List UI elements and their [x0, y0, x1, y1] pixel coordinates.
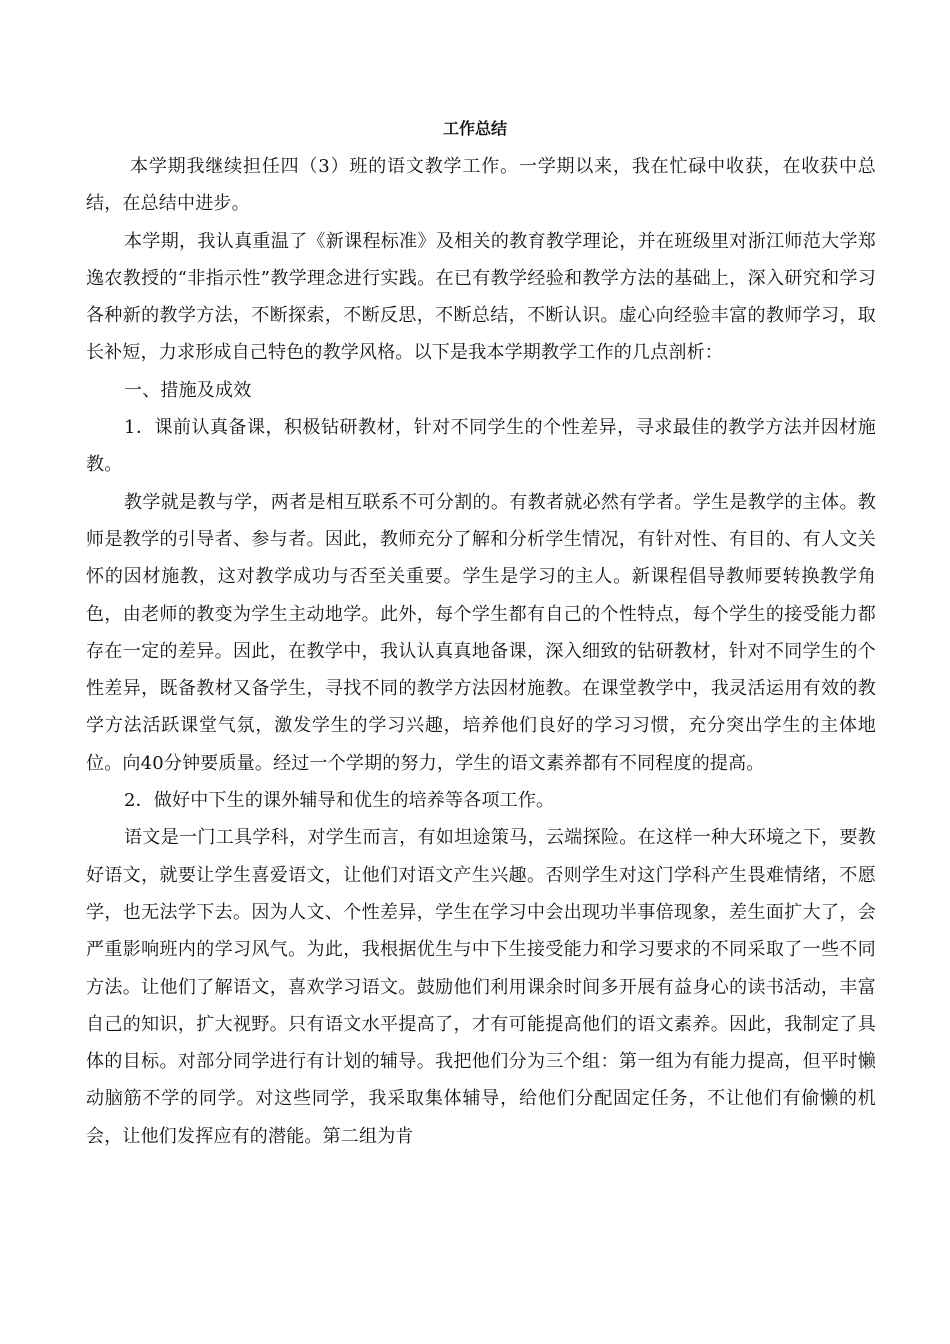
paragraph-intro: 本学期我继续担任四（3）班的语文教学工作。一学期以来，我在忙碌中收获，在收获中总结，在总结中进步。 [86, 156, 876, 215]
paragraph-tutoring: 语文是一门工具学科，对学生而言，有如坦途策马，云端探险。在这样一种大环境之下，要教好语文，就要让学生喜爱语文，让他们对语文产生兴趣。否则学生对这门学科产生畏难情绪，不愿学，也无法学下去。因为人文、个性差异，学生在学习中会出现功半事倍现象，差生面扩大了，会严重影响班内的学习风气。为此，我根据优生与中下生接受能力和学习要求的不同采取了一些不同方法。让他们了解语文，喜欢学习语文。鼓励他们利用课余时间多开展有益身心的读书活动，丰富自己的知识，扩大视野。只有语文水平提高了，才有可能提高他们的语文素养。因此，我制定了具体的目标。对部分同学进行有计划的辅导。我把他们分为三个组：第一组为有能力提高，但平时懒动脑筋不学的同学。对这些同学，我采取集体辅导，给他们分配固定任务，不让他们有偷懒的机会，让他们发挥应有的潜能。第二组为肯 [86, 827, 876, 1147]
paragraph-overview: 本学期，我认真重温了《新课程标准》及相关的教育教学理论，并在班级里对浙江师范大学郑逸农教授的“非指示性”教学理念进行实践。在已有教学经验和教学方法的基础上，深入研究和学习各种新的教学方法，不断探索，不断反思，不断总结，不断认识。虚心向经验丰富的教师学习，取长补短，力求形成自己特色的教学风格。以下是我本学期教学工作的几点剖析： [86, 230, 876, 364]
subheading-tutoring: 2．做好中下生的课外辅导和优生的培养等各项工作。 [124, 790, 555, 812]
document-title: 工作总结 [442, 119, 507, 138]
document-body [86, 148, 876, 1155]
section-heading-measures: 一、措施及成效 [124, 379, 252, 401]
subheading-lesson-prep: 1．课前认真备课，积极钻研教材，针对不同学生的个性差异，寻求最佳的教学方法并因材施教。 [86, 417, 876, 476]
paragraph-lesson-prep: 教学就是教与学，两者是相互联系不可分割的。有教者就必然有学者。学生是教学的主体。教师是教学的引导者、参与者。因此，教师充分了解和分析学生情况，有针对性、有目的、有人文关怀的因材施教，这对教学成功与否至关重要。学生是学习的主人。新课程倡导教师要转换教学角色，由老师的教变为学生主动地学。此外，每个学生都有自己的个性特点，每个学生的接受能力都存在一定的差异。因此，在教学中，我认认真真地备课，深入细致的钻研教材，针对不同学生的个性差异，既备教材又备学生，寻找不同的教学方法因材施教。在课堂教学中，我灵活运用有效的教学方法活跃课堂气氛，激发学生的学习兴趣，培养他们良好的学习习惯，充分突出学生的主体地位。向40分钟要质量。经过一个学期的努力，学生的语文素养都有不同程度的提高。 [86, 491, 876, 774]
